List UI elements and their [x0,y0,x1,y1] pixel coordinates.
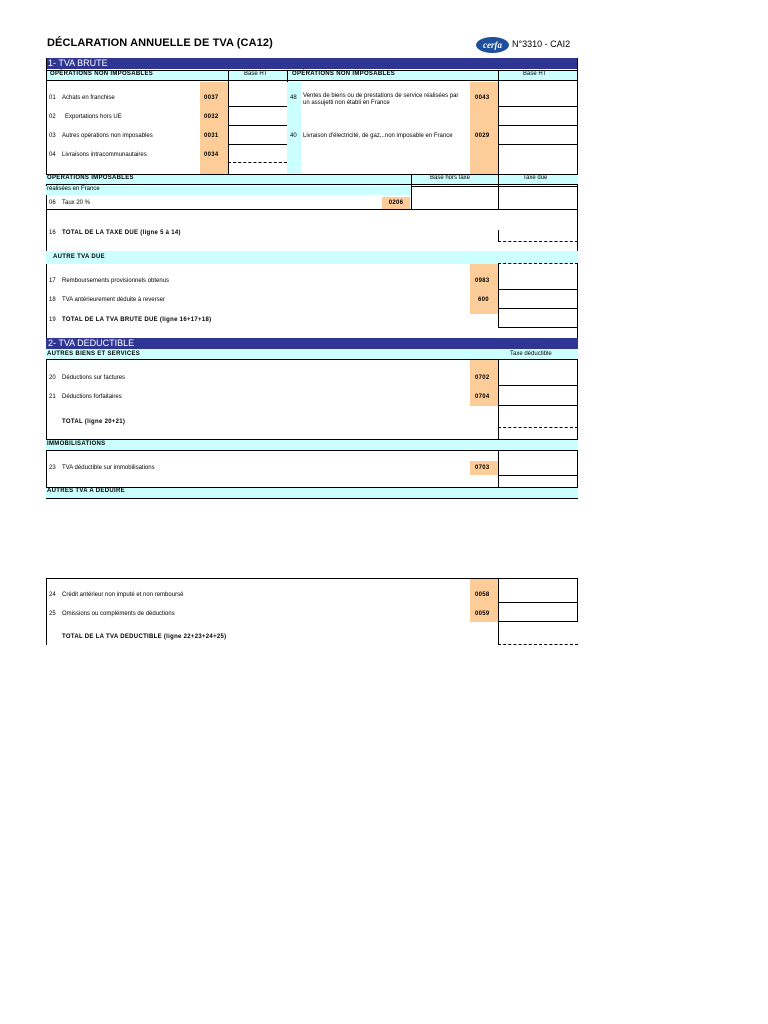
row-40-label: Livraison d'électricité, de gaz,..non imposable en France [303,133,453,139]
section-2-header [46,338,578,349]
divider [498,451,499,487]
divider [498,263,578,264]
row-04-label: Livraisons intracommunautaires [62,152,147,158]
row-18-code: 600 [478,297,489,303]
input-02[interactable] [228,125,287,126]
autres-biens-label: AUTRES BIENS ET SERVICES [47,351,141,357]
input-20[interactable] [498,385,578,386]
base-ht-left: Base HT [244,71,268,77]
section-2-title: 2- TVA DEDUCTIBLE [48,338,135,348]
total-20-21-label: TOTAL (ligne 20+21) [62,419,126,425]
input-19[interactable] [498,327,578,328]
row-03-code: 0031 [204,133,219,139]
input-24[interactable] [498,602,578,603]
row-21-code: 0704 [475,394,490,400]
row-24-code: 0058 [475,592,490,598]
row-03-num: 03 [49,133,56,139]
code-column-17-18 [470,264,498,314]
row-02-label: Exportations hors UE [65,114,122,120]
row-01-num: 01 [49,95,56,101]
input-22[interactable] [498,427,578,428]
row-48-code: 0043 [475,95,490,101]
autre-tva-label: AUTRE TVA DUE [53,254,105,260]
section-1-title: 1- TVA BRUTE [48,58,108,68]
immob-row [46,439,578,451]
taxe-due-label: Taxe due [523,175,548,181]
row-40-code: 0029 [475,133,490,139]
autres-tva-label: AUTRES TVA A DEDUIRE [47,488,125,494]
row-19-label: TOTAL DE LA TVA BRUTE DUE (ligne 16+17+18) [62,317,212,323]
input-48b[interactable] [498,125,578,126]
row-25-label: Omissions ou compléments de déductions [62,611,175,617]
left-border [46,58,47,499]
row-48-num: 48 [290,95,297,101]
divider [411,186,578,187]
row-24-num: 24 [49,592,56,598]
row-06-code-box [382,197,410,209]
row-06-num: 06 [49,200,56,206]
form-title: DÉCLARATION ANNUELLE DE TVA (CA12) [47,37,273,49]
divider [498,578,499,645]
input-17[interactable] [498,289,578,290]
input-25[interactable] [498,621,578,622]
row-25-num: 25 [49,611,56,617]
base-hors-taxe-label: Base hors taxe [430,175,471,181]
immob-label: IMMOBILISATIONS [47,441,106,447]
divider [228,70,229,174]
row-21-num: 21 [49,394,56,400]
input-01[interactable] [228,106,287,107]
row-48-label: Ventes de biens ou de prestations de service réalisées par un assujetti non établi en France [303,93,459,106]
input-04[interactable] [228,162,287,163]
row-16-num: 16 [49,230,56,236]
row-18-label: TVA antérieurement déduite à reverser [62,297,165,303]
autres-tva-row [46,487,578,499]
cerfa-logo: cerfa [476,37,509,53]
input-total-deductible[interactable] [498,644,578,645]
section-1-header [46,58,578,69]
row-17-label: Remboursements provisionnels obtenus [62,278,170,284]
divider [46,578,47,645]
row-01-code: 0037 [204,95,219,101]
row-20-label: Déductions sur factures [62,375,126,381]
row-17-num: 17 [49,278,56,284]
form-number: N°3310 - CAI2 [512,39,571,49]
row-21-label: Déductions forfaitaires [62,394,122,400]
row-20-num: 20 [49,375,56,381]
left-header-label: OPÉRATIONS NON IMPOSABLES [50,71,154,77]
input-48[interactable] [498,106,578,107]
row-01-label: Achats en franchise [62,95,115,101]
row-18-num: 18 [49,297,56,303]
row-16-label: TOTAL DE LA TAXE DUE (ligne 5 à 14) [62,230,181,236]
row-04-num: 04 [49,152,56,158]
input-21[interactable] [498,405,578,406]
divider [498,70,499,174]
row-40-num: 40 [290,133,297,139]
input-40[interactable] [498,144,578,145]
row-24-label: Crédit antérieur non imputé et non remboursé [62,592,184,598]
realisees-row [46,186,411,195]
input-23[interactable] [498,475,578,476]
row-06-label: Taux 20 % [62,200,91,206]
divider [46,209,578,210]
row-20-code: 0702 [475,375,490,381]
row-19-num: 19 [49,317,56,323]
base-ht-right: Base HT [523,71,547,77]
row-03-label: Autres opérations non imposables [62,133,153,139]
row-23-num: 23 [49,465,56,471]
realisees-label: réalisées en France [47,186,100,192]
row-04-code: 0034 [204,152,219,158]
input-03[interactable] [228,144,287,145]
row-02-num: 02 [49,114,56,120]
divider [498,264,499,328]
row-25-code: 0059 [475,611,490,617]
divider [498,174,499,210]
taxable-header-label: OPERATIONS IMPOSABLES [47,175,134,181]
divider [411,174,412,210]
row-17-code: 0983 [475,278,490,284]
row-23-code: 0703 [475,465,490,471]
divider [577,578,578,622]
row-02-code: 0032 [204,114,219,120]
taxe-deductible-label: Taxe déductible [510,351,552,357]
total-deductible-label: TOTAL DE LA TVA DEDUCTIBLE (ligne 22+23+24+25) [62,634,227,640]
row-06-code: 0206 [388,200,404,206]
input-16[interactable] [498,241,578,242]
right-header-label: OPÉRATIONS NON IMPOSABLES [292,71,396,77]
input-18[interactable] [498,308,578,309]
row-23-label: TVA déductible sur immobilisations [62,465,155,471]
